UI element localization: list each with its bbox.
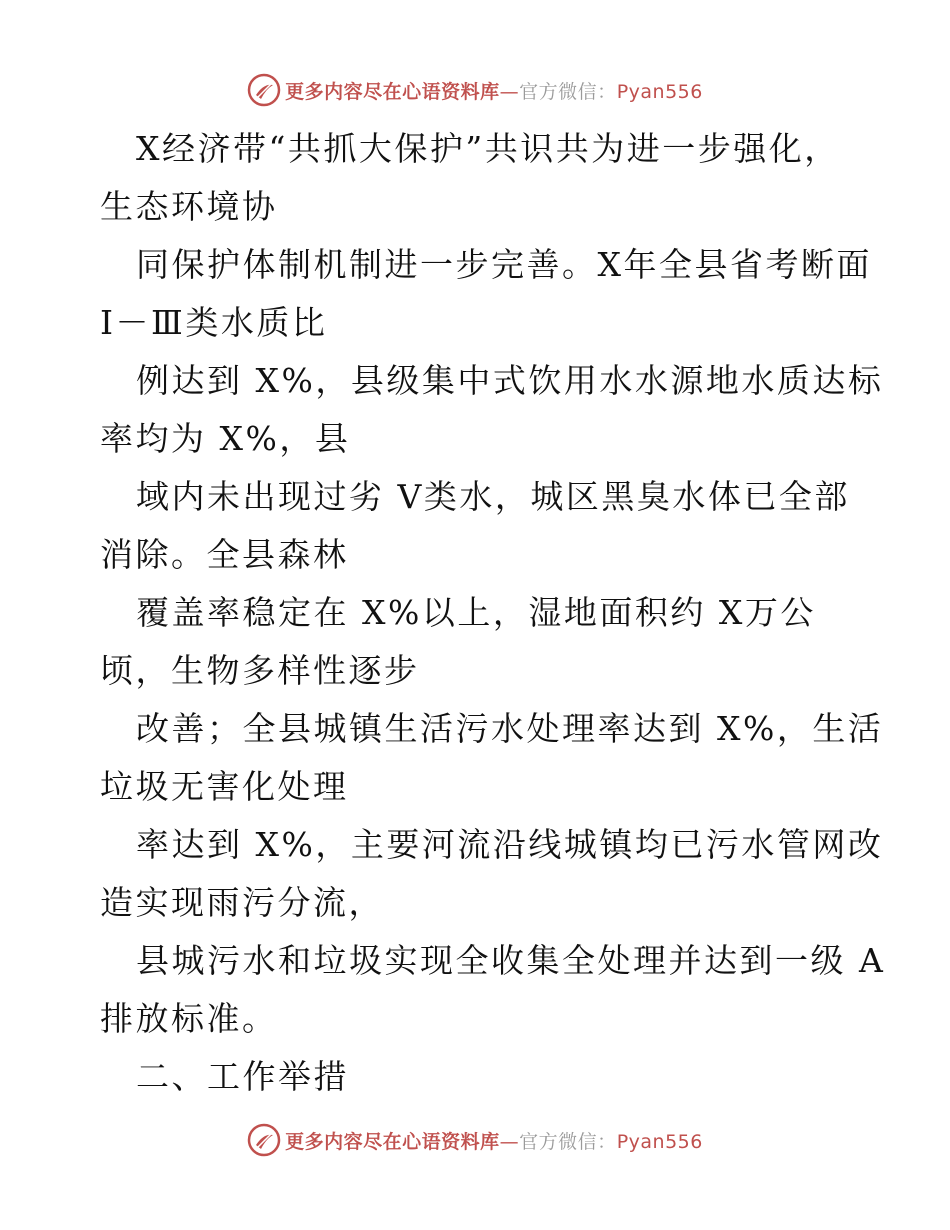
paragraph-line: 例达到 X%，县级集中式饮用水水源地水质达标 xyxy=(136,361,884,400)
banner-text xyxy=(285,77,703,104)
paragraph-line: 县城污水和垃圾实现全收集全处理并达到一级 A xyxy=(136,941,886,980)
paragraph-line: 造实现雨污分流， xyxy=(100,883,384,922)
paragraph-line: 域内未出现过劣 V类水，城区黑臭水体已全部 xyxy=(136,477,850,516)
paragraph-line: Ⅰ－Ⅲ类水质比 xyxy=(100,303,328,342)
paragraph xyxy=(0,468,950,584)
paragraph xyxy=(0,932,950,1048)
section-heading: 二、工作举措 xyxy=(136,1057,349,1096)
book-logo-icon xyxy=(247,1123,281,1157)
banner-wechat-label: 官方微信： xyxy=(519,80,617,103)
banner-text xyxy=(285,1127,703,1154)
footer-watermark-banner xyxy=(0,1120,950,1160)
paragraph-line: 改善；全县城镇生活污水处理率达到 X%，生活 xyxy=(136,709,884,748)
paragraph xyxy=(0,236,950,352)
paragraph xyxy=(0,352,950,468)
paragraph xyxy=(0,584,950,700)
header-watermark-banner xyxy=(0,70,950,110)
banner-dash: — xyxy=(499,1130,520,1153)
paragraph-line: 消除。全县森林 xyxy=(100,535,349,574)
book-logo-icon xyxy=(247,73,281,107)
paragraph xyxy=(0,816,950,932)
paragraph-line: 覆盖率稳定在 X%以上，湿地面积约 X万公 xyxy=(136,593,816,632)
paragraph-line: 生态环境协 xyxy=(100,187,278,226)
banner-dash: — xyxy=(499,80,520,103)
paragraph xyxy=(0,700,950,816)
paragraph-line: 顷，生物多样性逐步 xyxy=(100,651,420,690)
banner-site-name: 更多内容尽在心语资料库 xyxy=(285,1130,500,1153)
paragraph xyxy=(0,120,950,236)
paragraph-line: 垃圾无害化处理 xyxy=(100,767,349,806)
document-body xyxy=(0,120,950,1106)
paragraph-line: 排放标准。 xyxy=(100,999,278,1038)
paragraph-line: X经济带“共抓大保护”共识共为进一步强化， xyxy=(136,129,840,168)
paragraph-line: 率均为 X%，县 xyxy=(100,419,351,458)
banner-wechat-id: Pyan556 xyxy=(616,80,703,103)
paragraph-line: 率达到 X%，主要河流沿线城镇均已污水管网改 xyxy=(136,825,884,864)
banner-site-name: 更多内容尽在心语资料库 xyxy=(285,80,500,103)
banner-wechat-label: 官方微信： xyxy=(519,1130,617,1153)
banner-wechat-id: Pyan556 xyxy=(616,1130,703,1153)
paragraph-line: 同保护体制机制进一步完善。X年全县省考断面 xyxy=(136,245,872,284)
